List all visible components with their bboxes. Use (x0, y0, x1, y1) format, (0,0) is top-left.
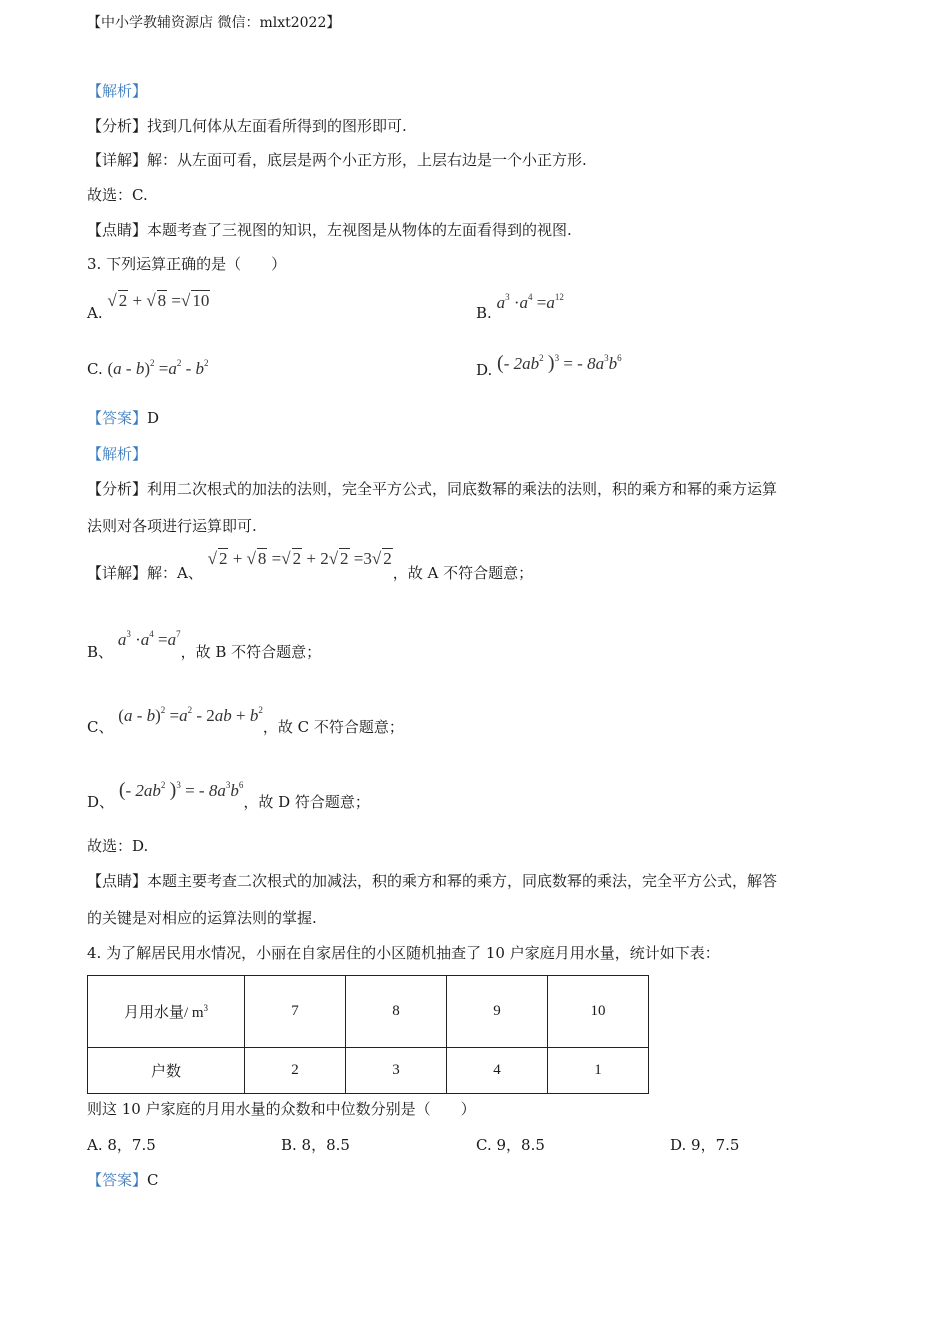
comment-text: 本题主要考查二次根式的加减法，积的乘方和幂的乘方，同底数幂的乘法，完全平方公式，解答 (147, 872, 778, 890)
q3-detail-d (87, 775, 370, 811)
table-cell: 10 (548, 976, 649, 1048)
table-cell: 1 (548, 1048, 649, 1094)
table-cell: 8 (346, 976, 447, 1048)
q4-option-d: D. 9，7.5 (670, 1136, 740, 1154)
q3-detail-a (87, 548, 534, 582)
detail-a-prefix: 解：A、 (147, 564, 203, 582)
comment-label: 【点睛】 (87, 221, 148, 239)
option-b-label: B. (476, 304, 492, 322)
q3-comment-line-1 (87, 871, 777, 891)
option-c-formula: $(a - b)^2 =a^2 - b^2$ (107, 358, 209, 378)
q3-option-a (87, 290, 210, 322)
q2-comment-line (87, 220, 572, 240)
q3-answer-line (87, 408, 159, 428)
q4-stem: 4. 为了解居民用水情况，小丽在自家居住的小区随机抽查了 10 户家庭月用水量，统计如下表： (87, 944, 720, 962)
analysis-label: 【分析】 (87, 480, 148, 498)
detail-b-prefix: B、 (87, 643, 114, 661)
answer-value: D (147, 409, 160, 427)
detail-a-formula: √ 2 + √ 8 =√ 2 + 2√ 2 =3√ 2 (207, 549, 392, 568)
detail-text: 解：从左面可看，底层是两个小正方形，上层右边是一个小正方形. (147, 151, 587, 169)
detail-label: 【详解】 (87, 564, 148, 582)
q3-choice: 故选：D. (87, 837, 149, 855)
option-c-label: C. (87, 360, 103, 378)
detail-d-conclusion: ，故 D 符合题意； (243, 793, 370, 811)
q4-option-a: A. 8，7.5 (87, 1136, 156, 1154)
comment-label: 【点睛】 (87, 872, 148, 890)
q3-detail-c (87, 700, 404, 736)
table-header-cell: 月用水量/ $m^3$ (88, 976, 245, 1048)
q3-option-d (476, 352, 622, 379)
answer-tag: 【答案】 (87, 1171, 148, 1189)
q3-analysis-line-2: 法则对各项进行运算即可. (87, 517, 257, 535)
q3-detail-b (87, 624, 322, 661)
detail-d-formula: (- $2ab^2$ )$^3$ = - $8a^3b^6$ (118, 779, 244, 801)
q2-choice: 故选：C. (87, 186, 148, 204)
detail-a-conclusion: ，故 A 不符合题意； (392, 564, 534, 582)
q3-comment-line-2: 的关键是对相应的运算法则的掌握. (87, 909, 317, 927)
q4-option-c: C. 9，8.5 (476, 1136, 545, 1154)
table-row (88, 976, 649, 1048)
table-cell: 7 (245, 976, 346, 1048)
q4-question: 则这 10 户家庭的月用水量的众数和中位数分别是（ ） (87, 1100, 476, 1118)
q3-analysis-line-1 (87, 479, 777, 499)
table-cell: 9 (447, 976, 548, 1048)
detail-label: 【详解】 (87, 151, 148, 169)
q4-option-b: B. 8，8.5 (281, 1136, 350, 1154)
q3-option-b (476, 292, 564, 322)
table-row (88, 1048, 649, 1094)
q2-detail-line (87, 150, 587, 170)
detail-d-prefix: D、 (87, 793, 115, 811)
q3-stem: 3. 下列运算正确的是（ ） (87, 255, 287, 273)
analysis-tag: 【解析】 (87, 445, 148, 463)
table-cell: 2 (245, 1048, 346, 1094)
table-cell: 3 (346, 1048, 447, 1094)
q3-option-c (87, 358, 209, 379)
option-b-formula: $a^3 \cdot a^4 =a^{12}$ (496, 292, 564, 312)
water-usage-table (87, 975, 649, 1094)
q2-analysis-line (87, 116, 407, 136)
answer-tag: 【答案】 (87, 409, 148, 427)
option-d-formula: (- $2ab^2$ )$^3$ = - $8a^3b^6$ (497, 352, 622, 374)
detail-b-formula: $a^3 \cdot a^4 =a^7$ (117, 629, 181, 649)
page-header: 【中小学教辅资源店 微信：mlxt2022】 (87, 15, 341, 31)
option-a-formula: √ 2 + √ 8 =√ 10 (107, 291, 210, 310)
analysis-label: 【分析】 (87, 117, 148, 135)
detail-c-conclusion: ，故 C 不符合题意； (262, 718, 404, 736)
table-header-cell: 户数 (88, 1048, 245, 1094)
q4-answer-line (87, 1170, 159, 1190)
answer-value: C (147, 1171, 159, 1189)
table-cell: 4 (447, 1048, 548, 1094)
detail-c-prefix: C、 (87, 718, 114, 736)
detail-c-formula: $(a - b)^2 =a^2 - 2ab + b^2$ (118, 705, 263, 725)
detail-b-conclusion: ，故 B 不符合题意； (180, 643, 322, 661)
analysis-text: 利用二次根式的加法的法则，完全平方公式，同底数幂的乘法的法则，积的乘方和幂的乘方运算 (147, 480, 778, 498)
analysis-text: 找到几何体从左面看所得到的图形即可. (147, 117, 407, 135)
analysis-tag: 【解析】 (87, 82, 148, 100)
comment-text: 本题考查了三视图的知识，左视图是从物体的左面看得到的视图. (147, 221, 572, 239)
option-d-label: D. (476, 361, 493, 379)
option-a-label: A. (87, 304, 103, 322)
